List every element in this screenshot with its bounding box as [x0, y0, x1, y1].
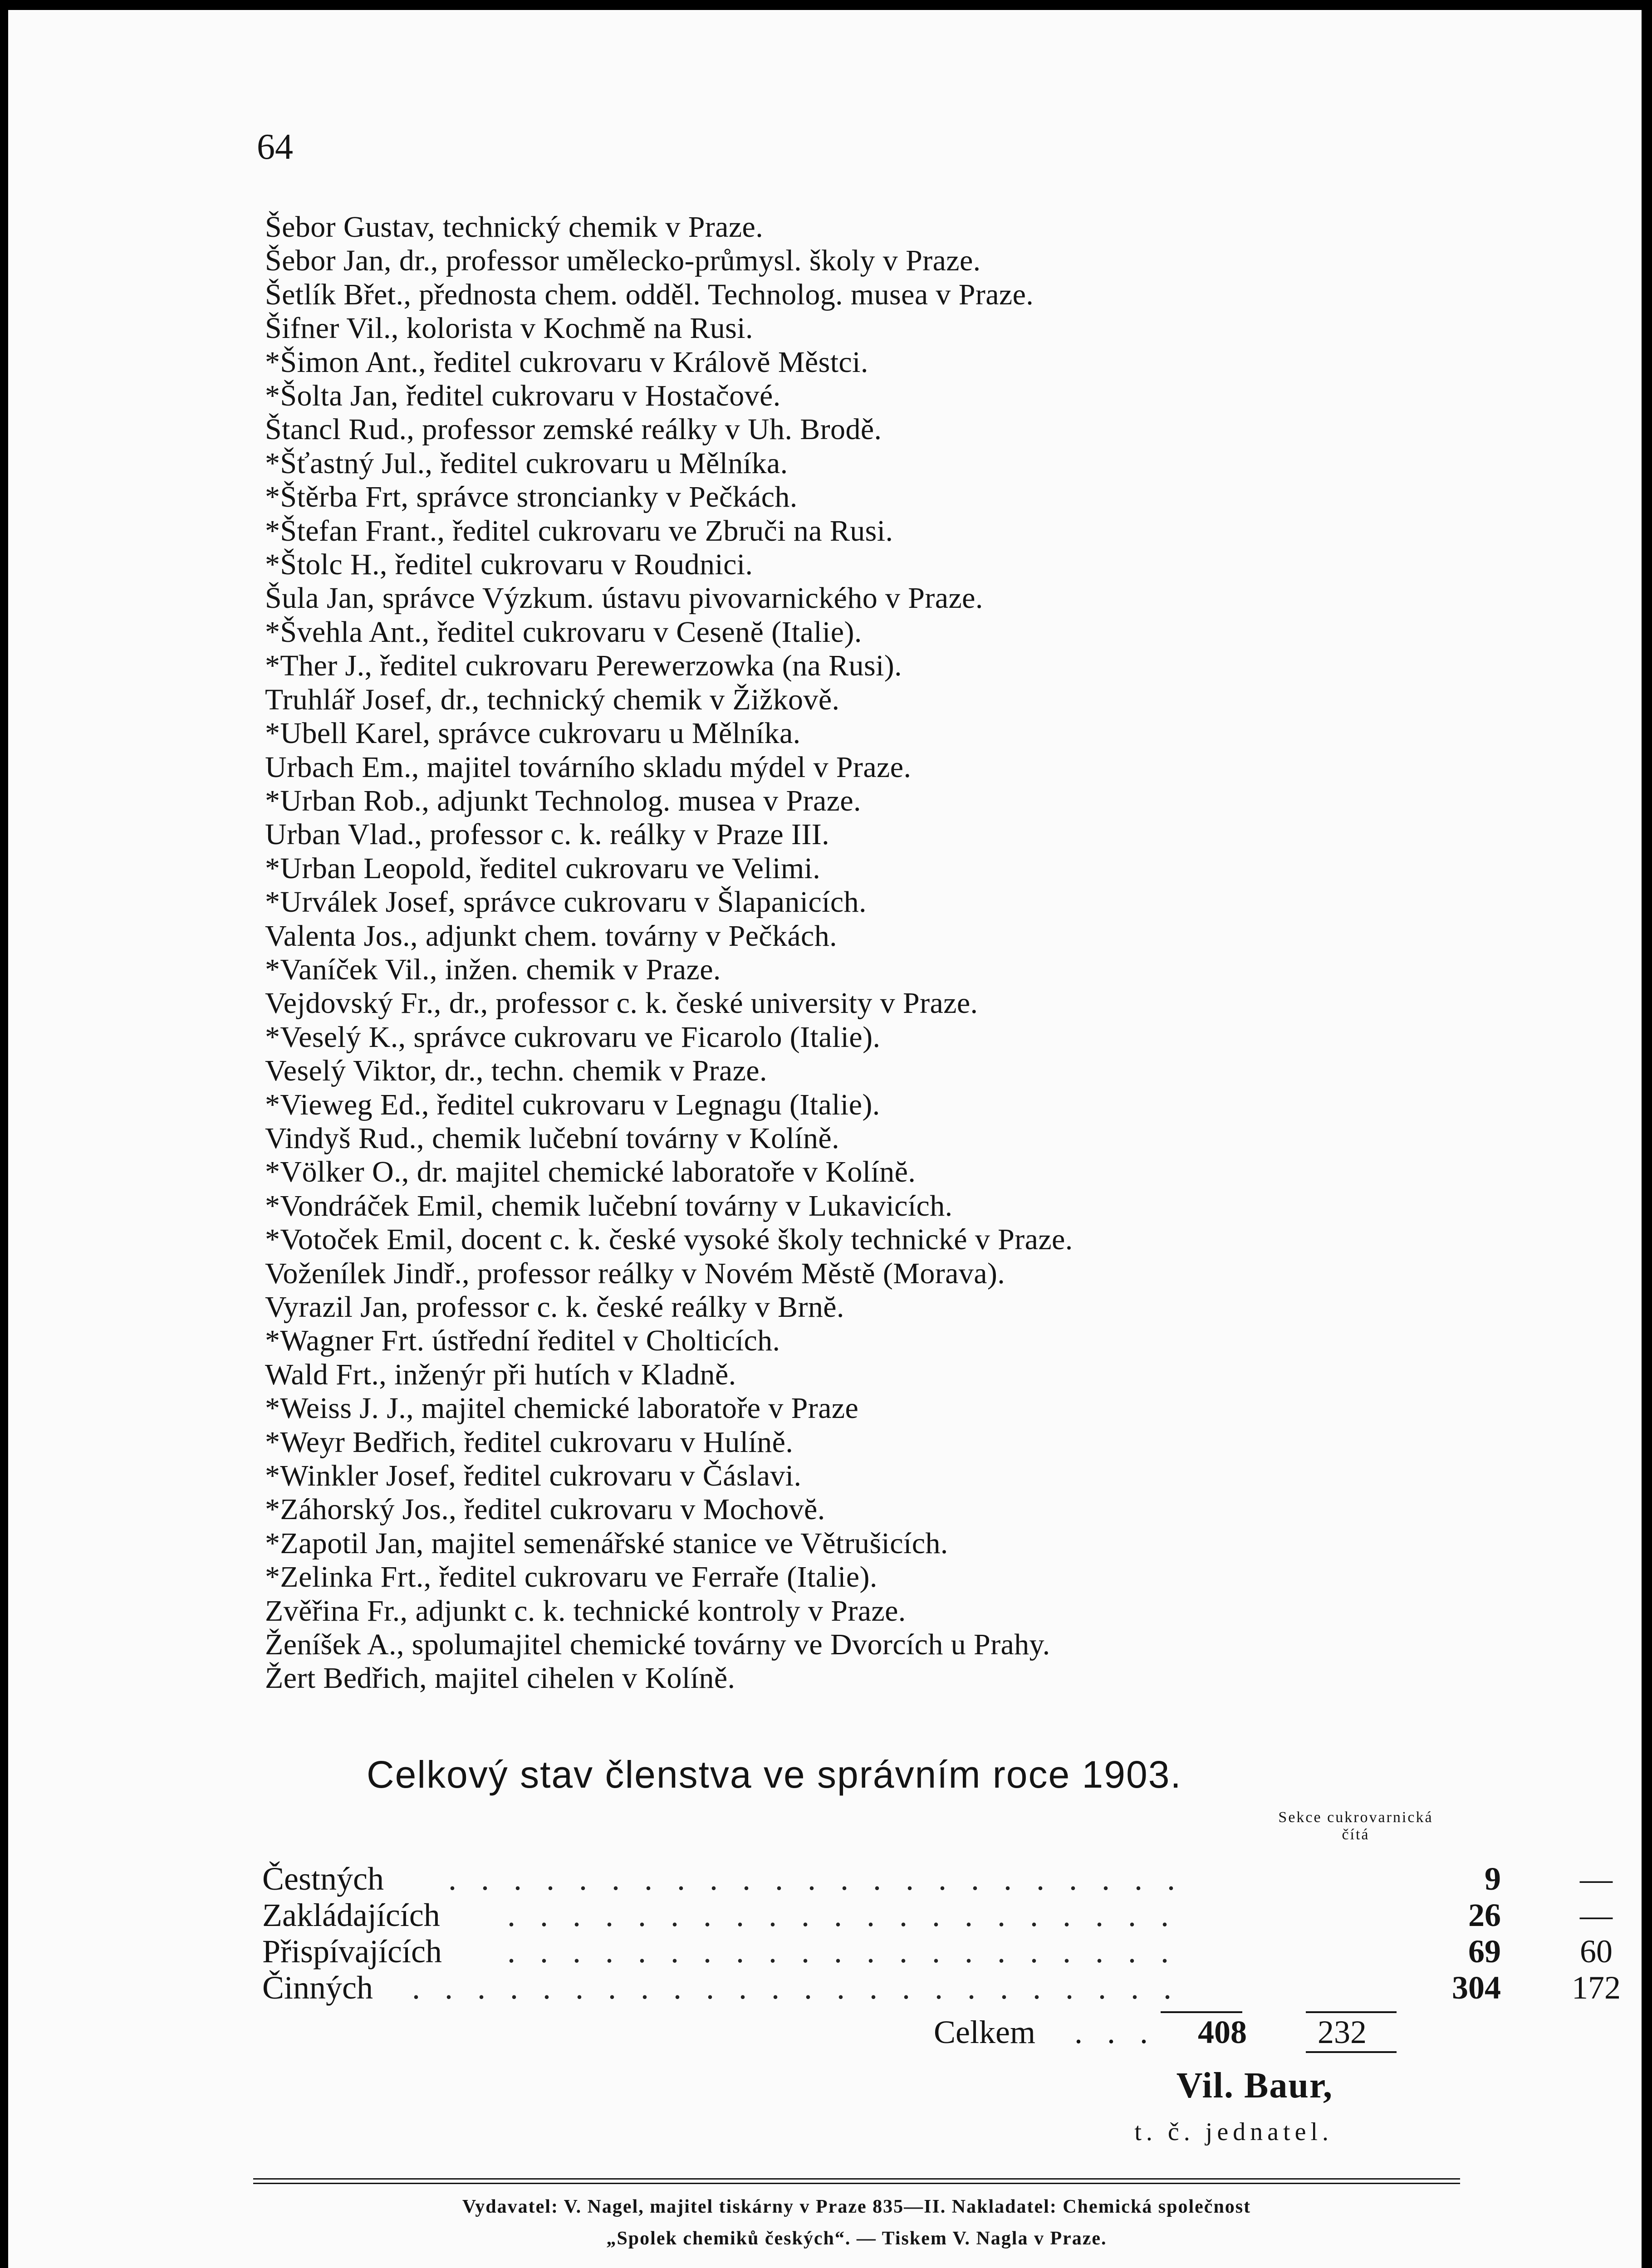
summary-row-total: 26 [1468, 1897, 1501, 1933]
member-entry: *Urválek Josef, správce cukrovaru v Šlapanicích. [265, 885, 867, 919]
member-entry: *Štěrba Frt, správce stroncianky v Pečkách. [265, 480, 798, 514]
total-label: Celkem [934, 2014, 1035, 2050]
member-entry: Veselý Viktor, dr., techn. chemik v Praze. [265, 1054, 767, 1088]
footer-rule [253, 2178, 1460, 2180]
member-entry: *Votoček Emil, docent c. k. české vysoké školy technické v Praze. [265, 1223, 1073, 1256]
summary-row-label: Činných [262, 1970, 373, 2006]
member-entry: *Záhorský Jos., ředitel cukrovaru v Mochovĕ. [265, 1493, 825, 1526]
member-entry: *Ther J., ředitel cukrovaru Perewerzowka (na Rusi). [265, 649, 902, 683]
member-list [265, 210, 1581, 1696]
leader-dots: . . . . . . . . . . . . . . . . . . . . . [507, 1933, 1177, 1970]
member-entry: *Štefan Frant., ředitel cukrovaru ve Zbruči na Rusi. [265, 514, 893, 547]
member-entry: *Zelinka Frt., ředitel cukrovaru ve Ferraře (Italie). [265, 1560, 877, 1594]
total-underline [1306, 2051, 1397, 2053]
imprint-line: „Spolek chemiků českých“. — Tiskem V. Nagla v Praze. [606, 2228, 1107, 2249]
member-entry: Vindyš Rud., chemik lučební továrny v Kolíně. [265, 1121, 840, 1155]
member-entry: *Wagner Frt. ústřední ředitel v Cholticích. [265, 1324, 780, 1358]
member-entry: *Urban Leopold, ředitel cukrovaru ve Velimi. [265, 851, 821, 885]
leader-dots: . . . [1074, 2014, 1156, 2050]
member-entry: Šebor Gustav, technický chemik v Praze. [265, 210, 764, 244]
summary-row-total: 69 [1468, 1933, 1501, 1970]
summary-row [262, 1897, 1613, 1933]
imprint-line: Vydavatel: V. Nagel, majitel tiskárny v Praze 835—II. Nakladatel: Chemická společnost [462, 2196, 1251, 2217]
member-entry: *Švehla Ant., ředitel cukrovaru v Cesenĕ (Italie). [265, 615, 862, 649]
member-entry: Truhlář Josef, dr., technický chemik v Žižkově. [265, 683, 840, 716]
summary-row-label: Zakládajících [262, 1897, 440, 1933]
member-entry: *Šimon Ant., ředitel cukrovaru v Královĕ Městci. [265, 345, 868, 379]
member-entry: Štancl Rud., professor zemské reálky v Uh. Brodě. [265, 413, 882, 446]
member-entry: *Ubell Karel, správce cukrovaru u Mělníka. [265, 717, 801, 750]
member-entry: Valenta Jos., adjunkt chem. továrny v Pečkách. [265, 919, 838, 953]
member-entry: Šifner Vil., kolorista v Kochmě na Rusi. [265, 312, 753, 345]
member-entry: *Šolta Jan, ředitel cukrovaru v Hostačové. [265, 379, 781, 413]
footer-rule [253, 2183, 1460, 2184]
summary-row [262, 1970, 1621, 2006]
total-value: 408 [1198, 2014, 1247, 2050]
member-entry: Šula Jan, správce Výzkum. ústavu pivovarnického v Praze. [265, 582, 983, 615]
member-entry: Urban Vlad., professor c. k. reálky v Praze III. [265, 818, 830, 851]
member-entry: Voženílek Jindř., professor reálky v Novém Městě (Morava). [265, 1256, 1005, 1290]
summary-row-label: Přispívajících [262, 1933, 442, 1970]
summary-row-sugar-section: — [1580, 1861, 1613, 1897]
summary-row [262, 1861, 1613, 1897]
leader-dots: . . . . . . . . . . . . . . . . . . . . . . . [448, 1861, 1183, 1897]
member-entry: Šetlík Břet., přednosta chem. odděl. Technolog. musea v Praze. [265, 278, 1034, 311]
member-entry: Ženíšek A., spolumajitel chemické továrny ve Dvorcích u Prahy. [265, 1628, 1050, 1662]
signature-role: t. č. jednatel. [1134, 2118, 1333, 2146]
summary-row-total: 9 [1485, 1861, 1501, 1897]
total-sugar-section: 232 [1318, 2014, 1367, 2050]
member-entry: Vyrazil Jan, professor c. k. české reálky v Brnĕ. [265, 1290, 844, 1324]
member-entry: *Zapotil Jan, majitel semenářské stanice ve Větrušicích. [265, 1526, 948, 1560]
page-number: 64 [257, 127, 293, 167]
member-entry: *Štolc H., ředitel cukrovaru v Roudnici. [265, 548, 753, 582]
member-entry: *Weyr Bedřich, ředitel cukrovaru v Hulíně. [265, 1425, 794, 1459]
member-entry: Žert Bedřich, majitel cihelen v Kolíně. [265, 1662, 735, 1695]
member-entry: *Urban Rob., adjunkt Technolog. musea v Praze. [265, 784, 861, 817]
member-entry: *Veselý K., správce cukrovaru ve Ficarolo (Italie). [265, 1020, 881, 1054]
summary-row-total: 304 [1452, 1970, 1501, 2006]
sugar-section-column-header: Sekce cukrovarnická čítá [1278, 1809, 1433, 1843]
total-rule [1161, 2011, 1242, 2013]
summary-title: Celkový stav členstva ve správním roce 1903. [367, 1753, 1182, 1796]
member-entry: *Vondráček Emil, chemik lučební továrny v Lukavicích. [265, 1189, 953, 1222]
member-entry: Šebor Jan, dr., professor umělecko-průmysl. školy v Praze. [265, 244, 981, 278]
leader-dots: . . . . . . . . . . . . . . . . . . . . . . . . [412, 1970, 1180, 2006]
member-entry: *Vieweg Ed., ředitel cukrovaru v Legnagu (Italie). [265, 1088, 880, 1121]
member-entry: Vejdovský Fr., dr., professor c. k. české university v Praze. [265, 987, 978, 1020]
summary-row [262, 1933, 1613, 1970]
summary-row-sugar-section: 172 [1572, 1970, 1621, 2006]
total-rule [1306, 2011, 1397, 2013]
member-entry: *Völker O., dr. majitel chemické laboratoře v Kolínĕ. [265, 1155, 916, 1189]
member-entry: *Vaníček Vil., inžen. chemik v Praze. [265, 953, 721, 986]
signature-name: Vil. Baur, [1176, 2066, 1333, 2106]
member-entry: *Winkler Josef, ředitel cukrovaru v Čáslavi. [265, 1459, 802, 1493]
leader-dots: . . . . . . . . . . . . . . . . . . . . . [507, 1897, 1177, 1933]
summary-row-label: Čestných [262, 1861, 384, 1897]
member-entry: Zvěřina Fr., adjunkt c. k. technické kontroly v Praze. [265, 1594, 906, 1628]
member-entry: Wald Frt., inženýr při hutích v Kladně. [265, 1358, 736, 1391]
summary-row-sugar-section: 60 [1580, 1933, 1613, 1970]
member-entry: *Weiss J. J., majitel chemické laboratoře v Praze [265, 1392, 859, 1425]
book-page [8, 10, 1642, 2268]
member-entry: *Šťastný Jul., ředitel cukrovaru u Mělníka. [265, 446, 788, 480]
summary-row-sugar-section: — [1580, 1897, 1613, 1933]
member-entry: Urbach Em., majitel továrního skladu mýdel v Praze. [265, 750, 912, 784]
